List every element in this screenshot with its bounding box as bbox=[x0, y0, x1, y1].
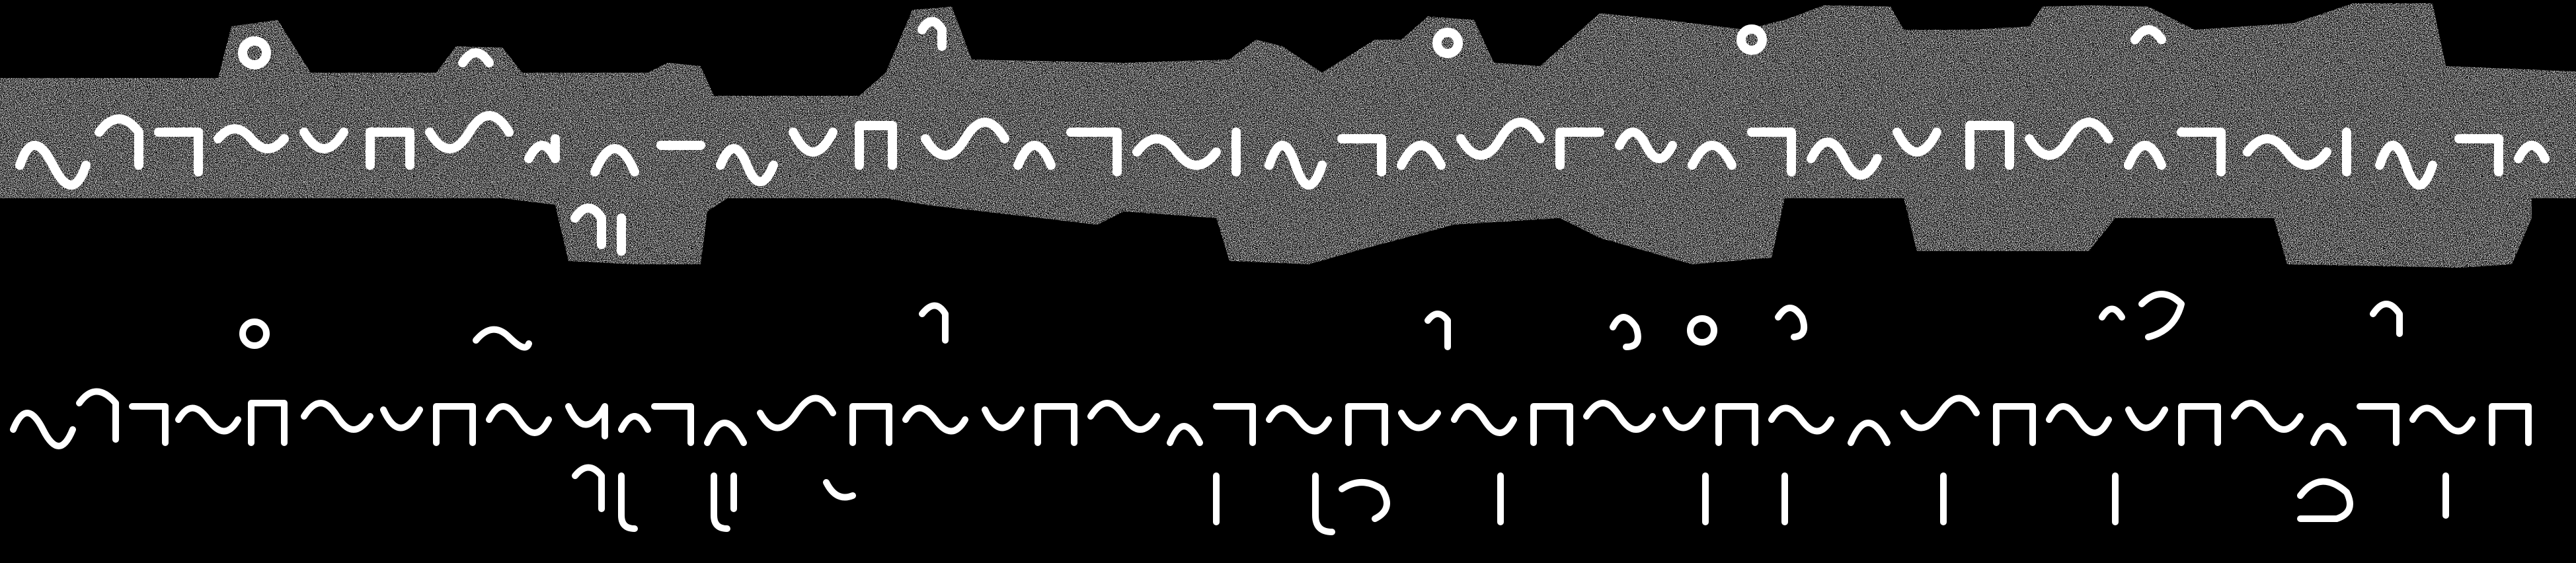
rubbing-texture bbox=[0, 0, 2576, 278]
rubbing-panel bbox=[0, 0, 2576, 278]
tracing-graphic bbox=[0, 278, 2576, 563]
tracing-panel bbox=[0, 278, 2576, 563]
rubbing-graphic bbox=[0, 0, 2576, 278]
tracing-glyphs bbox=[13, 294, 2528, 532]
